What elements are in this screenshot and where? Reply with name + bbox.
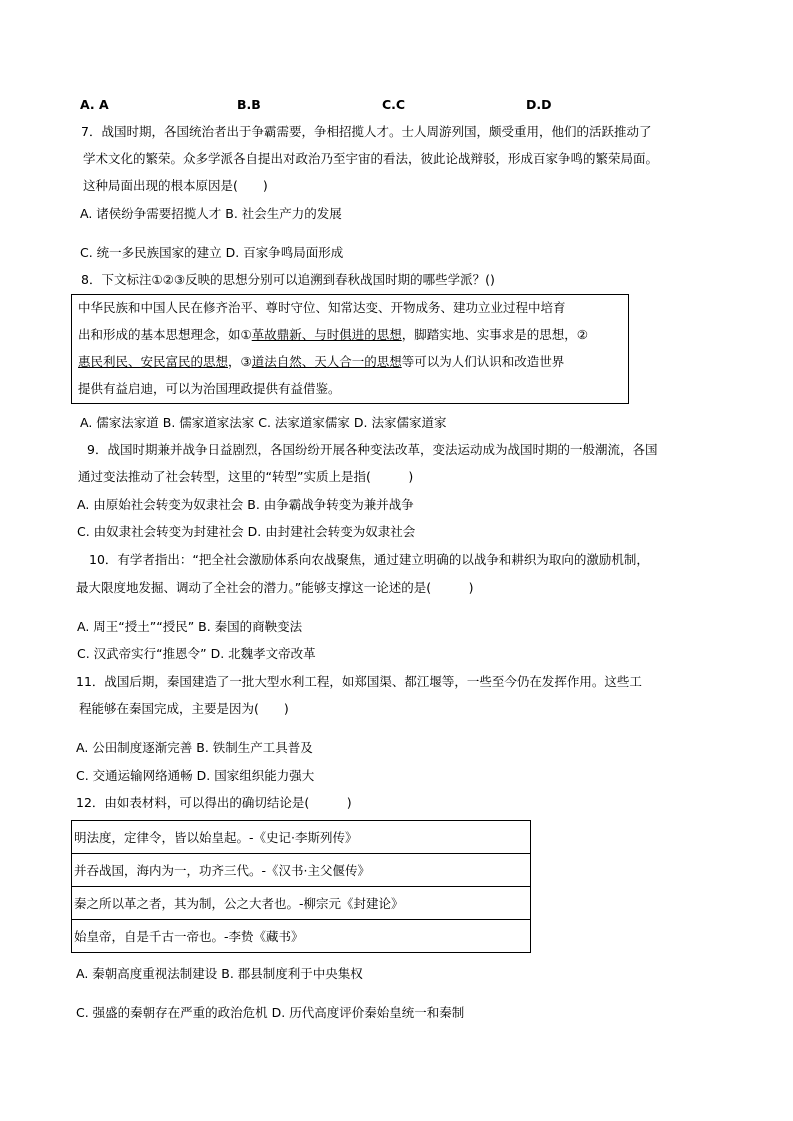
q8-material-text: ，③ [228,354,252,369]
q8-stem: 8．下文标注①②③反映的思想分别可以追溯到春秋战国时期的哪些学派？() [81,272,495,287]
q8-material-line2 [78,327,588,342]
q11-stem-line2: 程能够在秦国完成，主要是因为( ) [79,701,289,716]
table-cell: 明法度，定律令，皆以始皇起。-《史记·李斯列传》 [72,821,531,854]
q9-options-cd: C. 由奴隶社会转变为封建社会 D. 由封建社会转变为奴隶社会 [77,524,416,539]
q12-options-ab: A. 秦朝高度重视法制建设 B. 郡县制度利于中央集权 [76,966,363,981]
q10-options-ab: A. 周王“授土”“授民” B. 秦国的商鞅变法 [77,619,303,634]
q8-options: A. 儒家法家道 B. 儒家道家法家 C. 法家道家儒家 D. 法家儒家道家 [80,415,447,430]
q6-option-a: A. A [80,97,109,112]
q11-stem-line1: 11．战国后期，秦国建造了一批大型水利工程，如郑国渠、都江堰等，一些至今仍在发挥作用。这些工 [76,674,642,689]
q8-material-text: 出和形成的基本思想理念，如① [78,327,252,342]
q6-option-d: D.D [526,97,552,112]
q8-underlined-idea-2: 惠民利民、安民富民的思想 [78,354,229,369]
q11-options-ab: A. 公田制度逐渐完善 B. 铁制生产工具普及 [76,740,313,755]
q10-stem-line1: 10．有学者指出：“把全社会激励体系向农战聚焦，通过建立明确的以战争和耕织为取向的激励机制， [89,552,649,567]
table-cell: 始皇帝，自是千古一帝也。-李贽《藏书》 [72,920,531,953]
q12-options-cd: C. 强盛的秦朝存在严重的政治危机 D. 历代高度评价秦始皇统一和秦制 [76,1005,465,1020]
table-row [72,887,531,920]
q8-material-box [71,294,629,404]
q12-stem: 12．由如表材料，可以得出的确切结论是( ) [76,795,352,810]
table-cell: 并吞战国，海内为一，功齐三代。-《汉书·主父偃传》 [72,854,531,887]
q8-material-text: 等可以为人们认识和改造世界 [401,354,565,369]
q7-options-ab: A. 诸侯纷争需要招揽人才 B. 社会生产力的发展 [80,206,342,221]
q6-option-b: B.B [237,97,261,112]
q10-options-cd: C. 汉武帝实行“推恩令” D. 北魏孝文帝改革 [77,646,316,661]
q7-stem-line1: 7．战国时期，各国统治者出于争霸需要，争相招揽人才。士人周游列国，颇受重用，他们的活跃推动了 [81,124,652,139]
q6-option-c: C.C [382,97,406,112]
q8-material-text: ，脚踏实地、实事求是的思想，② [401,327,588,342]
table-cell: 秦之所以革之者，其为制，公之大者也。-柳宗元《封建论》 [72,887,531,920]
q9-stem-line2: 通过变法推动了社会转型，这里的“转型”实质上是指( ) [78,469,414,484]
q11-options-cd: C. 交通运输网络通畅 D. 国家组织能力强大 [76,768,315,783]
q10-stem-line2: 最大限度地发掘、调动了全社会的潜力。”能够支撑这一论述的是( ) [76,580,474,595]
q9-options-ab: A. 由原始社会转变为奴隶社会 B. 由争霸战争转变为兼并战争 [77,497,414,512]
q7-stem-line3: 这种局面出现的根本原因是( ) [83,178,268,193]
q8-material-line3 [78,354,564,369]
q8-material-line1: 中华民族和中国人民在修齐治平、尊时守位、知常达变、开物成务、建功立业过程中培育 [78,300,566,315]
q8-underlined-idea-1: 革故鼎新、与时俱进的思想 [251,327,402,342]
q8-underlined-idea-3: 道法自然、天人合一的思想 [251,354,402,369]
q8-material-line4: 提供有益启迪，可以为治国理政提供有益借鉴。 [78,381,341,396]
q12-material-table [71,820,531,953]
table-row [72,920,531,953]
q7-stem-line2: 学术文化的繁荣。众多学派各自提出对政治乃至宇宙的看法，彼此论战辩驳，形成百家争鸣的繁荣局面。 [83,151,659,166]
q7-options-cd: C. 统一多民族国家的建立 D. 百家争鸣局面形成 [80,245,344,260]
table-row [72,821,531,854]
q9-stem-line1: 9．战国时期兼并战争日益剧烈，各国纷纷开展各种变法改革，变法运动成为战国时期的一般潮流，各国 [87,442,658,457]
table-row [72,854,531,887]
